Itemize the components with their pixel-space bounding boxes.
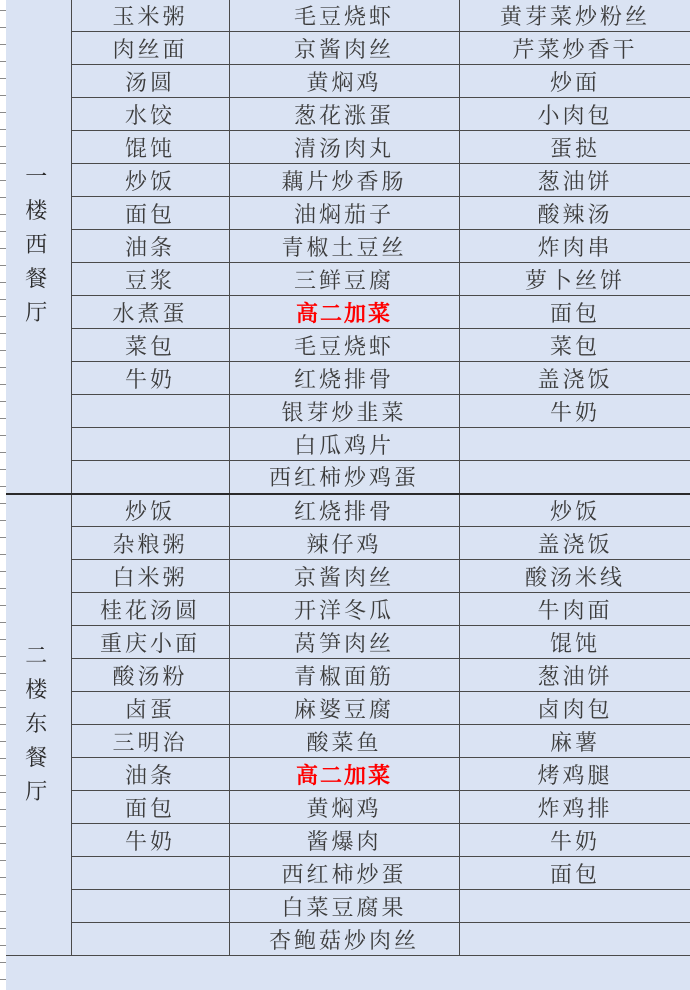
gutter-tick [0, 469, 6, 470]
dinner-item [459, 428, 690, 461]
dinner-item: 炒饭 [459, 494, 690, 527]
lunch-item: 黄焖鸡 [229, 65, 459, 98]
dinner-item: 卤肉包 [459, 692, 690, 725]
menu-row [1, 725, 690, 758]
menu-row [1, 560, 690, 593]
left-gutter [0, 0, 6, 990]
gutter-tick [0, 129, 6, 130]
breakfast-item: 面包 [71, 197, 229, 230]
gutter-tick [0, 197, 6, 198]
menu-row [1, 65, 690, 98]
breakfast-item: 水饺 [71, 98, 229, 131]
lunch-item: 葱花涨蛋 [229, 98, 459, 131]
gutter-tick [0, 401, 6, 402]
gutter-tick [0, 588, 6, 589]
breakfast-item: 豆浆 [71, 263, 229, 296]
gutter-tick [0, 112, 6, 113]
gutter-tick [0, 316, 6, 317]
gutter-tick [0, 248, 6, 249]
dinner-item: 葱油饼 [459, 164, 690, 197]
lunch-item: 三鲜豆腐 [229, 263, 459, 296]
menu-row [1, 923, 690, 956]
gutter-tick [0, 945, 6, 946]
gutter-tick [0, 877, 6, 878]
menu-row [1, 692, 690, 725]
dinner-item: 萝卜丝饼 [459, 263, 690, 296]
dinner-item: 面包 [459, 296, 690, 329]
breakfast-item: 牛奶 [71, 824, 229, 857]
dinner-item: 馄饨 [459, 626, 690, 659]
gutter-tick [0, 639, 6, 640]
gutter-tick [0, 180, 6, 181]
lunch-item: 酱爆肉 [229, 824, 459, 857]
gutter-tick [0, 605, 6, 606]
breakfast-item [71, 857, 229, 890]
menu-row [1, 791, 690, 824]
menu-row [1, 890, 690, 923]
gutter-tick [0, 10, 6, 11]
gutter-tick [0, 367, 6, 368]
gutter-tick [0, 843, 6, 844]
dinner-item [459, 461, 690, 494]
menu-row [1, 494, 690, 527]
gutter-tick [0, 503, 6, 504]
lunch-item: 清汤肉丸 [229, 131, 459, 164]
menu-row [1, 230, 690, 263]
gutter-tick [0, 809, 6, 810]
breakfast-item: 炒饭 [71, 494, 229, 527]
breakfast-item: 油条 [71, 758, 229, 791]
menu-row [1, 857, 690, 890]
dinner-item: 小肉包 [459, 98, 690, 131]
lunch-item: 杏鲍菇炒肉丝 [229, 923, 459, 956]
breakfast-item: 面包 [71, 791, 229, 824]
breakfast-item: 水煮蛋 [71, 296, 229, 329]
menu-row [1, 263, 690, 296]
breakfast-item: 肉丝面 [71, 32, 229, 65]
menu-row [1, 593, 690, 626]
breakfast-item: 油条 [71, 230, 229, 263]
lunch-item: 毛豆烧虾 [229, 329, 459, 362]
hall-name [1, 494, 71, 956]
menu-row [1, 329, 690, 362]
gutter-tick [0, 826, 6, 827]
breakfast-item [71, 428, 229, 461]
dinner-item: 炸肉串 [459, 230, 690, 263]
menu-row [1, 362, 690, 395]
gutter-tick [0, 928, 6, 929]
dinner-item: 酸汤米线 [459, 560, 690, 593]
gutter-tick [0, 741, 6, 742]
breakfast-item [71, 461, 229, 494]
hall-name [1, 0, 71, 494]
lunch-item: 西红柿炒蛋 [229, 857, 459, 890]
breakfast-item: 馄饨 [71, 131, 229, 164]
lunch-item: 白瓜鸡片 [229, 428, 459, 461]
gutter-tick [0, 44, 6, 45]
gutter-tick [0, 163, 6, 164]
gutter-tick [0, 27, 6, 28]
breakfast-item [71, 923, 229, 956]
gutter-tick [0, 95, 6, 96]
menu-row [1, 395, 690, 428]
gutter-tick [0, 707, 6, 708]
menu-row [1, 626, 690, 659]
menu-row [1, 758, 690, 791]
hall-name-text: 一楼西餐厅 [25, 164, 48, 326]
dinner-item: 蛋挞 [459, 131, 690, 164]
lunch-item: 青椒面筋 [229, 659, 459, 692]
lunch-item: 毛豆烧虾 [229, 0, 459, 32]
lunch-item: 高二加菜 [229, 296, 459, 329]
gutter-tick [0, 860, 6, 861]
menu-table-body [1, 0, 690, 956]
gutter-tick [0, 894, 6, 895]
breakfast-item [71, 395, 229, 428]
gutter-tick [0, 962, 6, 963]
gutter-tick [0, 214, 6, 215]
dinner-item: 烤鸡腿 [459, 758, 690, 791]
breakfast-item: 白米粥 [71, 560, 229, 593]
dinner-item: 牛肉面 [459, 593, 690, 626]
gutter-tick [0, 299, 6, 300]
gutter-tick [0, 61, 6, 62]
gutter-tick [0, 537, 6, 538]
gutter-tick [0, 231, 6, 232]
lunch-item: 开洋冬瓜 [229, 593, 459, 626]
lunch-item: 莴笋肉丝 [229, 626, 459, 659]
menu-row [1, 659, 690, 692]
gutter-tick [0, 622, 6, 623]
gutter-tick [0, 486, 6, 487]
breakfast-item: 杂粮粥 [71, 527, 229, 560]
menu-row [1, 164, 690, 197]
gutter-tick [0, 265, 6, 266]
breakfast-item: 酸汤粉 [71, 659, 229, 692]
breakfast-item: 桂花汤圆 [71, 593, 229, 626]
gutter-tick [0, 775, 6, 776]
gutter-tick [0, 520, 6, 521]
dinner-item: 酸辣汤 [459, 197, 690, 230]
dinner-item: 炸鸡排 [459, 791, 690, 824]
dinner-item: 炒面 [459, 65, 690, 98]
menu-row [1, 428, 690, 461]
gutter-tick [0, 758, 6, 759]
dinner-item [459, 923, 690, 956]
lunch-item: 酸菜鱼 [229, 725, 459, 758]
menu-row [1, 824, 690, 857]
menu-row [1, 32, 690, 65]
breakfast-item: 三明治 [71, 725, 229, 758]
lunch-item: 红烧排骨 [229, 494, 459, 527]
menu-row [1, 296, 690, 329]
gutter-tick [0, 979, 6, 980]
gutter-tick [0, 282, 6, 283]
dinner-item: 牛奶 [459, 824, 690, 857]
menu-row [1, 131, 690, 164]
breakfast-item [71, 890, 229, 923]
gutter-tick [0, 435, 6, 436]
lunch-item: 青椒土豆丝 [229, 230, 459, 263]
gutter-tick [0, 724, 6, 725]
gutter-tick [0, 350, 6, 351]
gutter-tick [0, 571, 6, 572]
gutter-tick [0, 673, 6, 674]
dinner-item: 牛奶 [459, 395, 690, 428]
lunch-item: 辣仔鸡 [229, 527, 459, 560]
gutter-tick [0, 911, 6, 912]
breakfast-item: 卤蛋 [71, 692, 229, 725]
lunch-item: 西红柿炒鸡蛋 [229, 461, 459, 494]
lunch-item: 麻婆豆腐 [229, 692, 459, 725]
dinner-item: 盖浇饭 [459, 527, 690, 560]
breakfast-item: 汤圆 [71, 65, 229, 98]
dinner-item: 面包 [459, 857, 690, 890]
breakfast-item: 菜包 [71, 329, 229, 362]
lunch-item: 高二加菜 [229, 758, 459, 791]
gutter-tick [0, 418, 6, 419]
breakfast-item: 牛奶 [71, 362, 229, 395]
gutter-tick [0, 792, 6, 793]
breakfast-item: 炒饭 [71, 164, 229, 197]
dinner-item: 盖浇饭 [459, 362, 690, 395]
gutter-tick [0, 656, 6, 657]
gutter-tick [0, 78, 6, 79]
menu-row [1, 0, 690, 32]
dinner-item: 麻薯 [459, 725, 690, 758]
lunch-item: 京酱肉丝 [229, 32, 459, 65]
menu-row [1, 461, 690, 494]
dinner-item: 菜包 [459, 329, 690, 362]
gutter-tick [0, 452, 6, 453]
menu-row [1, 98, 690, 131]
gutter-tick [0, 384, 6, 385]
lunch-item: 白菜豆腐果 [229, 890, 459, 923]
lunch-item: 银芽炒韭菜 [229, 395, 459, 428]
dinner-item: 黄芽菜炒粉丝 [459, 0, 690, 32]
dinner-item: 葱油饼 [459, 659, 690, 692]
breakfast-item: 重庆小面 [71, 626, 229, 659]
lunch-item: 藕片炒香肠 [229, 164, 459, 197]
lunch-item: 京酱肉丝 [229, 560, 459, 593]
gutter-tick [0, 690, 6, 691]
gutter-tick [0, 146, 6, 147]
menu-row [1, 197, 690, 230]
dinner-item: 芹菜炒香干 [459, 32, 690, 65]
lunch-item: 红烧排骨 [229, 362, 459, 395]
lunch-item: 油焖茄子 [229, 197, 459, 230]
breakfast-item: 玉米粥 [71, 0, 229, 32]
lunch-item: 黄焖鸡 [229, 791, 459, 824]
menu-row [1, 527, 690, 560]
dinner-item [459, 890, 690, 923]
gutter-tick [0, 333, 6, 334]
gutter-tick [0, 554, 6, 555]
hall-name-text: 二楼东餐厅 [25, 643, 48, 805]
